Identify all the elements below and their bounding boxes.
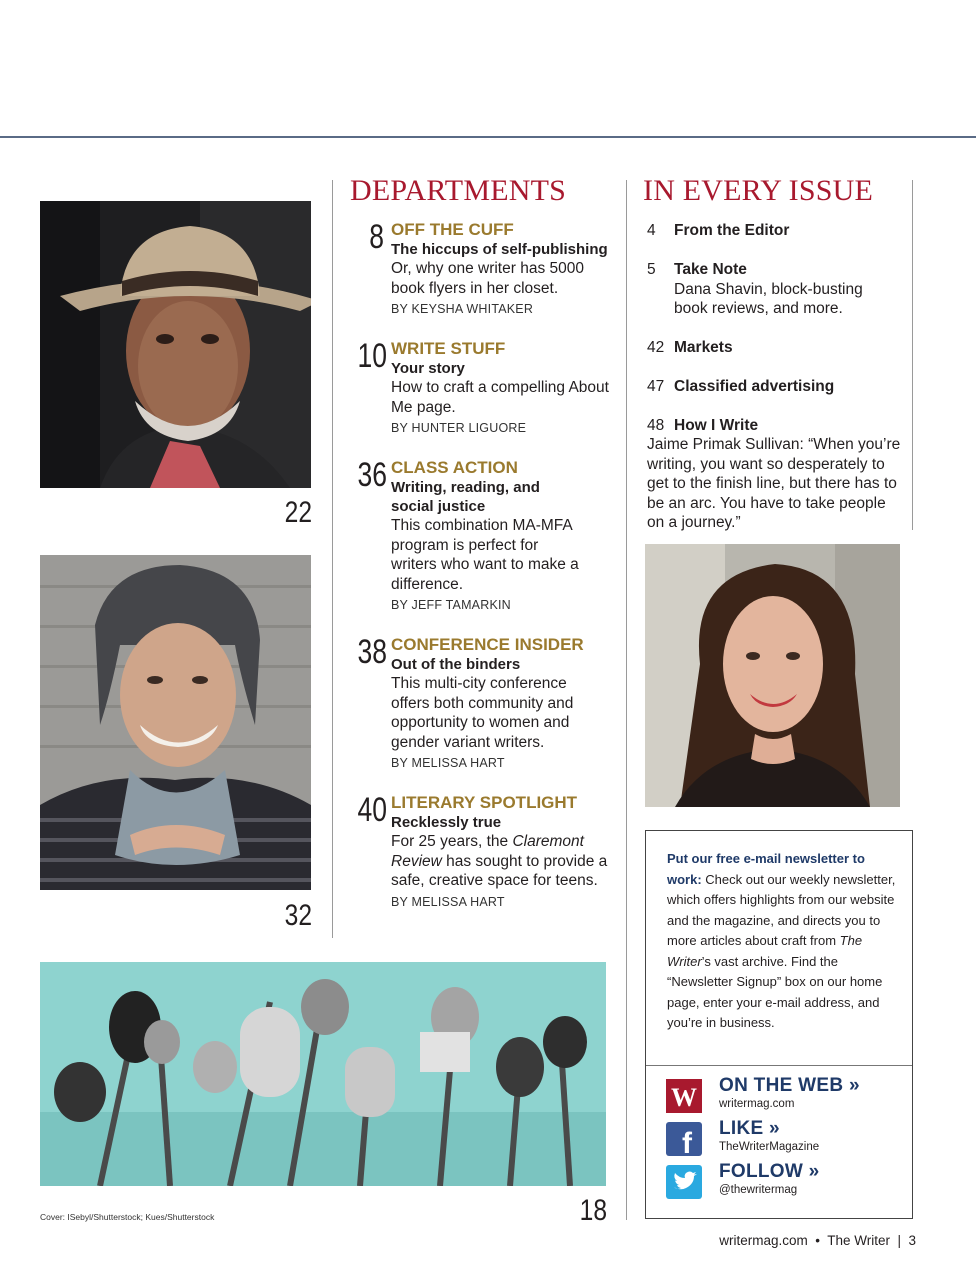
social-follow-sub: @thewritermag (719, 1184, 798, 1196)
photo-credit: Cover: ISebyl/Shutterstock; Kues/Shutterstock (40, 1212, 215, 1222)
newsletter-divider (646, 1065, 912, 1066)
social-follow-label: FOLLOW » (719, 1161, 820, 1182)
newsletter-body-2: ’s vast archive. Find the “Newsletter Signup” box on our home page, enter your e-mail address, and you’re in business. (667, 953, 883, 1030)
column-divider-middle (626, 180, 627, 1220)
svg-text:W: W (671, 1083, 697, 1112)
issue-page-number: 48 (647, 417, 665, 434)
dept-page-number: 38 (357, 633, 387, 671)
social-like-label: LIKE » (719, 1118, 780, 1139)
social-like-sub: TheWriterMagazine (719, 1141, 820, 1153)
dept-category: CONFERENCE INSIDER (391, 635, 584, 654)
dept-description-italic: Claremont Review (391, 833, 584, 870)
dept-byline: BY MELISSA HART (391, 894, 505, 909)
dept-item-off-the-cuff[interactable] (350, 220, 620, 318)
issue-page-number: 47 (647, 378, 665, 395)
newsletter-body-1: Check out our weekly newsletter, which offers highlights from our website and the magazine, and directs you to more articles about craft from (667, 871, 896, 948)
dept-headline: Out of the binders (391, 656, 521, 673)
dept-category: WRITE STUFF (391, 339, 506, 358)
dept-item-literary-spotlight[interactable] (350, 793, 620, 911)
every-issue-title: IN EVERY ISSUE (643, 174, 874, 207)
facebook-icon (666, 1122, 702, 1156)
dept-description: This combination MA-MFA program is perfect for writers who want to make a difference. (391, 517, 579, 593)
dept-item-write-stuff[interactable] (350, 339, 620, 437)
issue-page-number: 42 (647, 339, 665, 356)
how-i-write-quote: Jaime Primak Sullivan: “When you’re writing, you want so desperately to get to the finish line, but there has to be an arc. You have to take people on a journey.” (647, 436, 901, 531)
social-web-sub: writermag.com (719, 1098, 795, 1110)
dept-item-conference-insider[interactable] (350, 635, 620, 772)
newsletter-text (667, 849, 899, 1034)
dept-headline: Your story (391, 360, 465, 377)
social-web-label: ON THE WEB » (719, 1075, 860, 1096)
w-logo-icon (666, 1079, 702, 1113)
dept-page-number: 40 (357, 791, 387, 829)
issue-title: Classified advertising (674, 378, 835, 395)
issue-item-classified[interactable] (647, 377, 897, 397)
dept-page-number: 10 (357, 337, 387, 375)
photo-ruth-page-number: 32 (284, 899, 312, 932)
issue-item-take-note[interactable] (647, 260, 897, 319)
issue-item-how-i-write[interactable] (647, 416, 897, 436)
dept-category: OFF THE CUFF (391, 220, 514, 239)
dept-headline: Writing, reading, and social justice (391, 479, 540, 515)
page-footer: writermag.com • The Writer | 3 (719, 1233, 916, 1248)
dept-description-pre: For 25 years, the (391, 833, 513, 850)
dept-category: LITERARY SPOTLIGHT (391, 793, 578, 812)
issue-title: From the Editor (674, 222, 790, 239)
issue-page-number: 4 (647, 222, 656, 239)
departments-title: DEPARTMENTS (350, 174, 566, 207)
dept-headline: The hiccups of self-publishing (391, 241, 608, 258)
top-rule (0, 136, 976, 138)
photo-ruth (40, 555, 311, 890)
dept-description: This multi-city conference offers both community and opportunity to women and gender variant writers. (391, 675, 574, 751)
dept-byline: BY MELISSA HART (391, 756, 505, 770)
issue-title: Markets (674, 339, 733, 356)
newsletter-box (645, 830, 913, 1219)
photo-jaime (645, 544, 900, 807)
issue-description: Dana Shavin, block-busting book reviews, and more. (674, 280, 863, 317)
issue-title: How I Write (674, 417, 759, 434)
dept-page-number: 36 (357, 456, 387, 494)
dept-byline: BY HUNTER LIGUORE (391, 421, 527, 435)
twitter-icon (666, 1165, 702, 1199)
newsletter-italic: The Writer (667, 933, 863, 969)
dept-page-number: 8 (369, 218, 384, 256)
photo-microphones-page-number: 18 (579, 1194, 607, 1227)
dept-description: How to craft a compelling About Me page. (391, 379, 609, 416)
dept-description (391, 832, 609, 891)
dept-byline: BY KEYSHA WHITAKER (391, 302, 534, 316)
dept-headline: Recklessly true (391, 814, 502, 831)
column-divider-left (332, 180, 333, 938)
dept-byline: BY JEFF TAMARKIN (391, 598, 511, 612)
issue-title: Take Note (674, 261, 747, 278)
photo-walter (40, 201, 311, 488)
dept-description: Or, why one writer has 5000 book flyers in her closet. (391, 260, 584, 297)
issue-page-number: 5 (647, 261, 656, 278)
svg-text:f: f (682, 1127, 692, 1156)
column-divider-right (912, 180, 913, 530)
dept-category: CLASS ACTION (391, 458, 518, 477)
dept-description-post: has sought to provide a safe, creative space for teens. (391, 852, 608, 889)
photo-microphones (40, 962, 606, 1186)
photo-walter-page-number: 22 (284, 496, 312, 529)
newsletter-lead: Put our free e-mail newsletter to work: (667, 851, 865, 887)
issue-item-from-the-editor[interactable] (647, 221, 897, 241)
issue-item-markets[interactable] (647, 338, 897, 358)
dept-item-class-action[interactable] (350, 458, 620, 614)
